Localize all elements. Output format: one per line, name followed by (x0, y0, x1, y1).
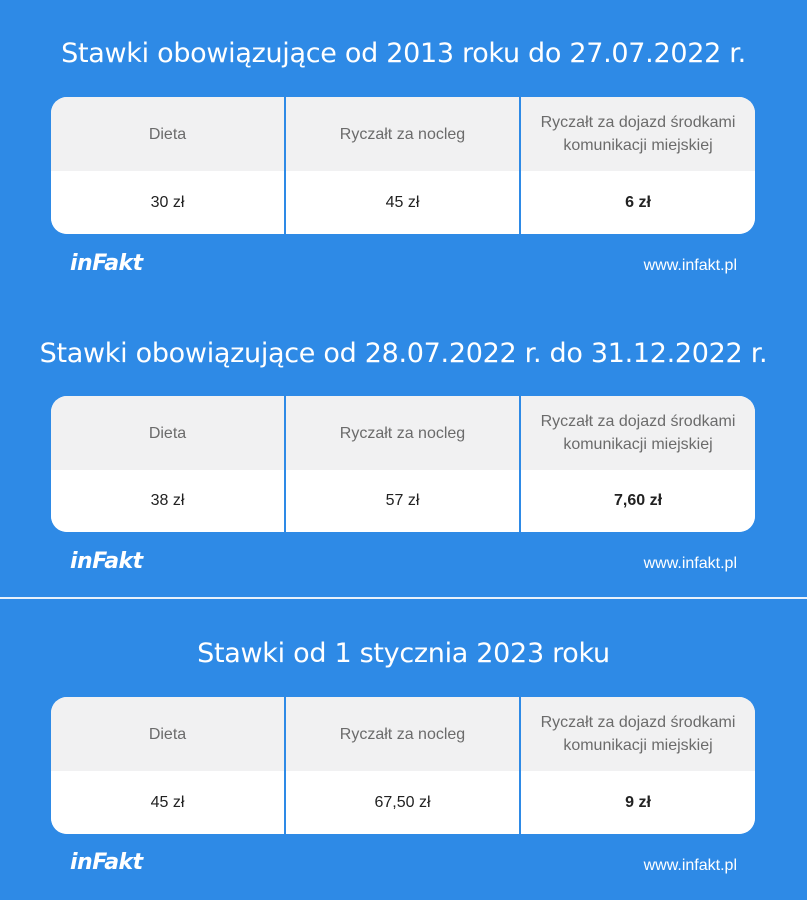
header-dieta: Dieta (51, 396, 286, 470)
header-dojazd: Ryczałt za dojazd środkami komunikacji miejskiej (540, 714, 736, 754)
value-dieta: 45 zł (51, 771, 286, 834)
header-dieta: Dieta (51, 697, 286, 771)
website-url: www.infakt.pl (643, 555, 737, 572)
value-dojazd: 6 zł (625, 193, 651, 211)
panel-divider (0, 597, 807, 599)
header-dojazd: Ryczałt za dojazd środkami komunikacji miejskiej (540, 413, 736, 453)
website-url: www.infakt.pl (643, 257, 737, 274)
infakt-logo: inFakt (70, 251, 143, 276)
rates-panel-2022 (0, 299, 807, 598)
rates-panel-2023 (0, 600, 807, 900)
value-dieta: 30 zł (51, 171, 286, 234)
header-nocleg: Ryczałt za nocleg (286, 697, 521, 771)
panel-title: Stawki od 1 stycznia 2023 roku (197, 638, 610, 669)
rates-table (51, 97, 755, 234)
header-nocleg: Ryczałt za nocleg (286, 97, 521, 171)
value-nocleg: 67,50 zł (286, 771, 521, 834)
table-header-row (51, 97, 755, 171)
table-row (51, 771, 755, 834)
rates-table (51, 396, 755, 532)
header-nocleg: Ryczałt za nocleg (286, 396, 521, 470)
infakt-logo: inFakt (70, 850, 143, 875)
panel-title: Stawki obowiązujące od 28.07.2022 r. do 31.12.2022 r. (39, 338, 768, 369)
table-header-row (51, 697, 755, 771)
header-dojazd: Ryczałt za dojazd środkami komunikacji miejskiej (540, 114, 736, 154)
header-dieta: Dieta (51, 97, 286, 171)
panel-title: Stawki obowiązujące od 2013 roku do 27.07.2022 r. (61, 38, 746, 69)
table-row (51, 470, 755, 532)
value-dojazd: 9 zł (625, 793, 651, 811)
infakt-logo: inFakt (70, 549, 143, 574)
value-nocleg: 45 zł (286, 171, 521, 234)
table-header-row (51, 396, 755, 470)
website-url: www.infakt.pl (643, 857, 737, 874)
rates-panel-2013 (0, 0, 807, 299)
value-nocleg: 57 zł (286, 470, 521, 532)
value-dojazd: 7,60 zł (613, 492, 663, 509)
value-dieta: 38 zł (51, 470, 286, 532)
rates-table (51, 697, 755, 834)
table-row (51, 171, 755, 234)
